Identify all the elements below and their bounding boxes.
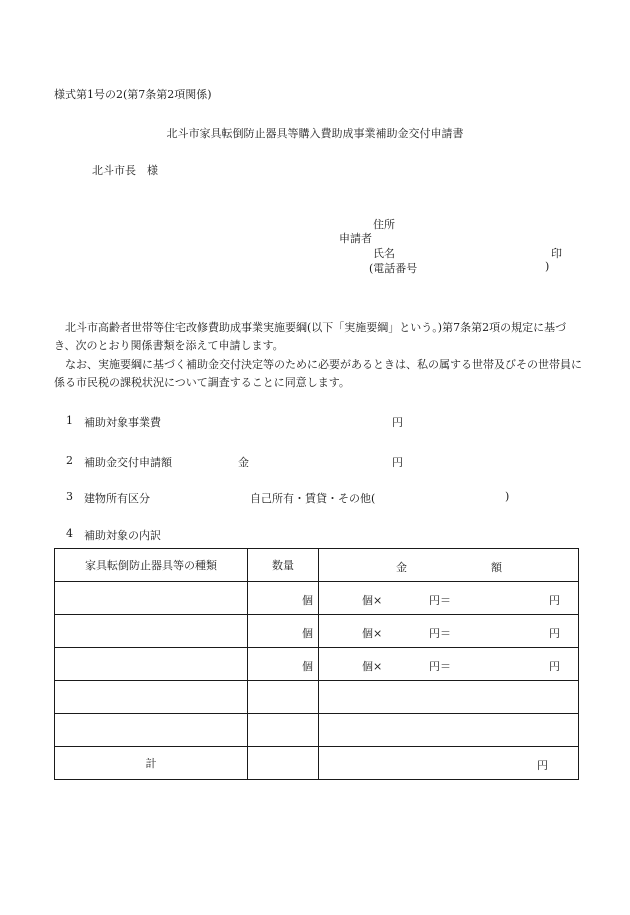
phone-label: (電話番号: [369, 262, 418, 275]
item-number: 1: [66, 414, 73, 427]
amount-cell[interactable]: [319, 648, 579, 681]
unit-label: 個: [302, 660, 313, 673]
quantity-cell[interactable]: [248, 681, 319, 714]
unit-label: 個: [302, 594, 313, 607]
unit-label: 個×: [362, 594, 383, 607]
unit-label: 円: [549, 660, 560, 673]
total-amount-cell[interactable]: [319, 747, 579, 780]
header-amount-char-1: 金: [396, 561, 407, 574]
unit-label: 円: [549, 594, 560, 607]
table-row: [55, 615, 579, 648]
address-label: 住所: [373, 218, 395, 231]
name-label: 氏名: [373, 247, 395, 260]
total-quantity-cell[interactable]: [248, 747, 319, 780]
table-row: [55, 648, 579, 681]
item-type-cell[interactable]: [55, 582, 248, 615]
unit-label: 個×: [362, 627, 383, 640]
table-header-row: [55, 549, 579, 582]
item-number: 3: [66, 490, 73, 503]
table-row: [55, 714, 579, 747]
addressee: 北斗市長 様: [92, 164, 158, 177]
item-type-cell[interactable]: [55, 615, 248, 648]
amount-cell[interactable]: [319, 615, 579, 648]
total-row: [55, 747, 579, 780]
total-label: 計: [55, 747, 248, 780]
quantity-cell[interactable]: [248, 615, 319, 648]
item-requested-amount-label: 補助金交付申請額: [84, 456, 172, 469]
unit-label: 個: [302, 627, 313, 640]
unit-label: 円＝: [429, 660, 451, 673]
unit-label: 個×: [362, 660, 383, 673]
amount-cell[interactable]: [319, 582, 579, 615]
yen-unit: 円: [392, 416, 403, 429]
ownership-close-paren: ): [505, 490, 510, 503]
amount-prefix: 金: [238, 456, 249, 469]
applicant-label: 申請者: [339, 232, 372, 245]
item-type-cell[interactable]: [55, 681, 248, 714]
header-amount: [319, 549, 579, 582]
item-breakdown-label: 補助対象の内訳: [84, 529, 161, 542]
item-ownership-label: 建物所有区分: [84, 492, 150, 505]
total-unit: 円: [537, 759, 548, 772]
amount-cell[interactable]: [319, 681, 579, 714]
unit-label: 円: [549, 627, 560, 640]
unit-label: 円＝: [429, 627, 451, 640]
consent-statement: なお、実施要綱に基づく補助金交付決定等のために必要があるときは、私の属する世帯及びその世帯員に係る市民税の課税状況について調査することに同意します。: [54, 358, 582, 389]
item-number: 4: [66, 527, 73, 540]
table-row: [55, 582, 579, 615]
header-quantity: 数量: [248, 549, 319, 582]
header-amount-char-2: 額: [491, 561, 502, 574]
table-row: [55, 681, 579, 714]
ownership-options: 自己所有・賃貸・その他(: [250, 492, 376, 505]
item-number: 2: [66, 454, 73, 467]
unit-label: 円＝: [429, 594, 451, 607]
amount-cell[interactable]: [319, 714, 579, 747]
header-item-type: 家具転倒防止器具等の種類: [55, 549, 248, 582]
item-eligible-cost-label: 補助対象事業費: [84, 416, 161, 429]
phone-close-paren: ): [545, 260, 550, 273]
application-statement: 北斗市高齢者世帯等住宅改修費助成事業実施要綱(以下「実施要綱」という。)第7条第2項の規定に基づき、次のとおり関係書類を添えて申請します。: [54, 321, 567, 352]
breakdown-table: [54, 548, 579, 780]
quantity-cell[interactable]: [248, 582, 319, 615]
item-type-cell[interactable]: [55, 714, 248, 747]
item-type-cell[interactable]: [55, 648, 248, 681]
document-title: 北斗市家具転倒防止器具等購入費助成事業補助金交付申請書: [166, 127, 464, 140]
seal-label: 印: [551, 247, 562, 260]
quantity-cell[interactable]: [248, 714, 319, 747]
yen-unit: 円: [392, 456, 403, 469]
form-number: 様式第1号の2(第7条第2項関係): [54, 88, 212, 101]
quantity-cell[interactable]: [248, 648, 319, 681]
